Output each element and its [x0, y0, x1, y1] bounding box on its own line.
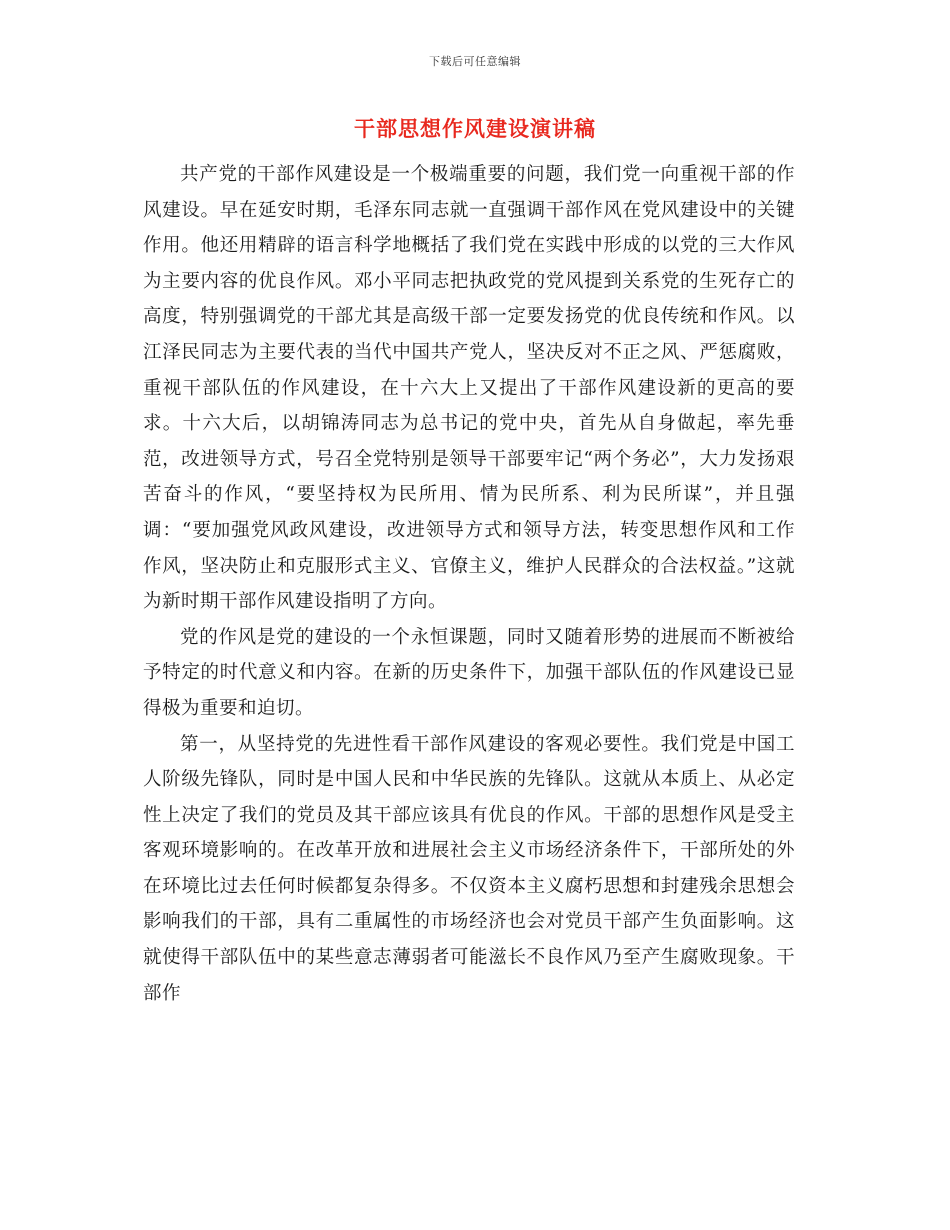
paragraph-1: 共产党的干部作风建设是一个极端重要的问题，我们党一向重视干部的作风建设。早在延安时期，毛泽东同志就一直强调干部作风在党风建设中的关键作用。他还用精辟的语言科学地概括了我们党在实践中形成的以党的三大作风为主要内容的优良作风。邓小平同志把执政党的党风提到关系党的生死存亡的高度，特别强调党的干部尤其是高级干部一定要发扬党的优良传统和作风。以江泽民同志为主要代表的当代中国共产党人，坚决反对不正之风、严惩腐败，重视干部队伍的作风建设，在十六大上又提出了干部作风建设新的更高的要求。十六大后，以胡锦涛同志为总书记的党中央，首先从自身做起，率先垂范，改进领导方式，号召全党特别是领导干部要牢记“两个务必”，大力发扬艰苦奋斗的作风，“要坚持权为民所用、情为民所系、利为民所谋”，并且强调：“要加强党风政风建设，改进领导方式和领导方法，转变思想作风和工作作风，坚决防止和克服形式主义、官僚主义，维护人民群众的合法权益。”这就为新时期干部作风建设指明了方向。 [143, 164, 795, 613]
paragraph-2: 党的作风是党的建设的一个永恒课题，同时又随着形势的进展而不断被给予特定的时代意义和内容。在新的历史条件下，加强干部队伍的作风建设已显得极为重要和迫切。 [143, 626, 795, 719]
page-header: 下载后可任意编辑 [429, 55, 521, 68]
paragraph-3: 第一，从坚持党的先进性看干部作风建设的客观必要性。我们党是中国工人阶级先锋队，同时是中国人民和中华民族的先锋队。这就从本质上、从必定性上决定了我们的党员及其干部应该具有优良的作风。干部的思想作风是受主客观环境影响的。在改革开放和进展社会主义市场经济条件下，干部所处的外在环境比过去任何时候都复杂得多。不仅资本主义腐朽思想和封建残余思想会影响我们的干部，具有二重属性的市场经济也会对党员干部产生负面影响。这就使得干部队伍中的某些意志薄弱者可能滋长不良作风乃至产生腐败现象。干部作 [143, 733, 795, 1004]
document-title: 干部思想作风建设演讲稿 [354, 116, 596, 141]
document-body [143, 157, 795, 1011]
